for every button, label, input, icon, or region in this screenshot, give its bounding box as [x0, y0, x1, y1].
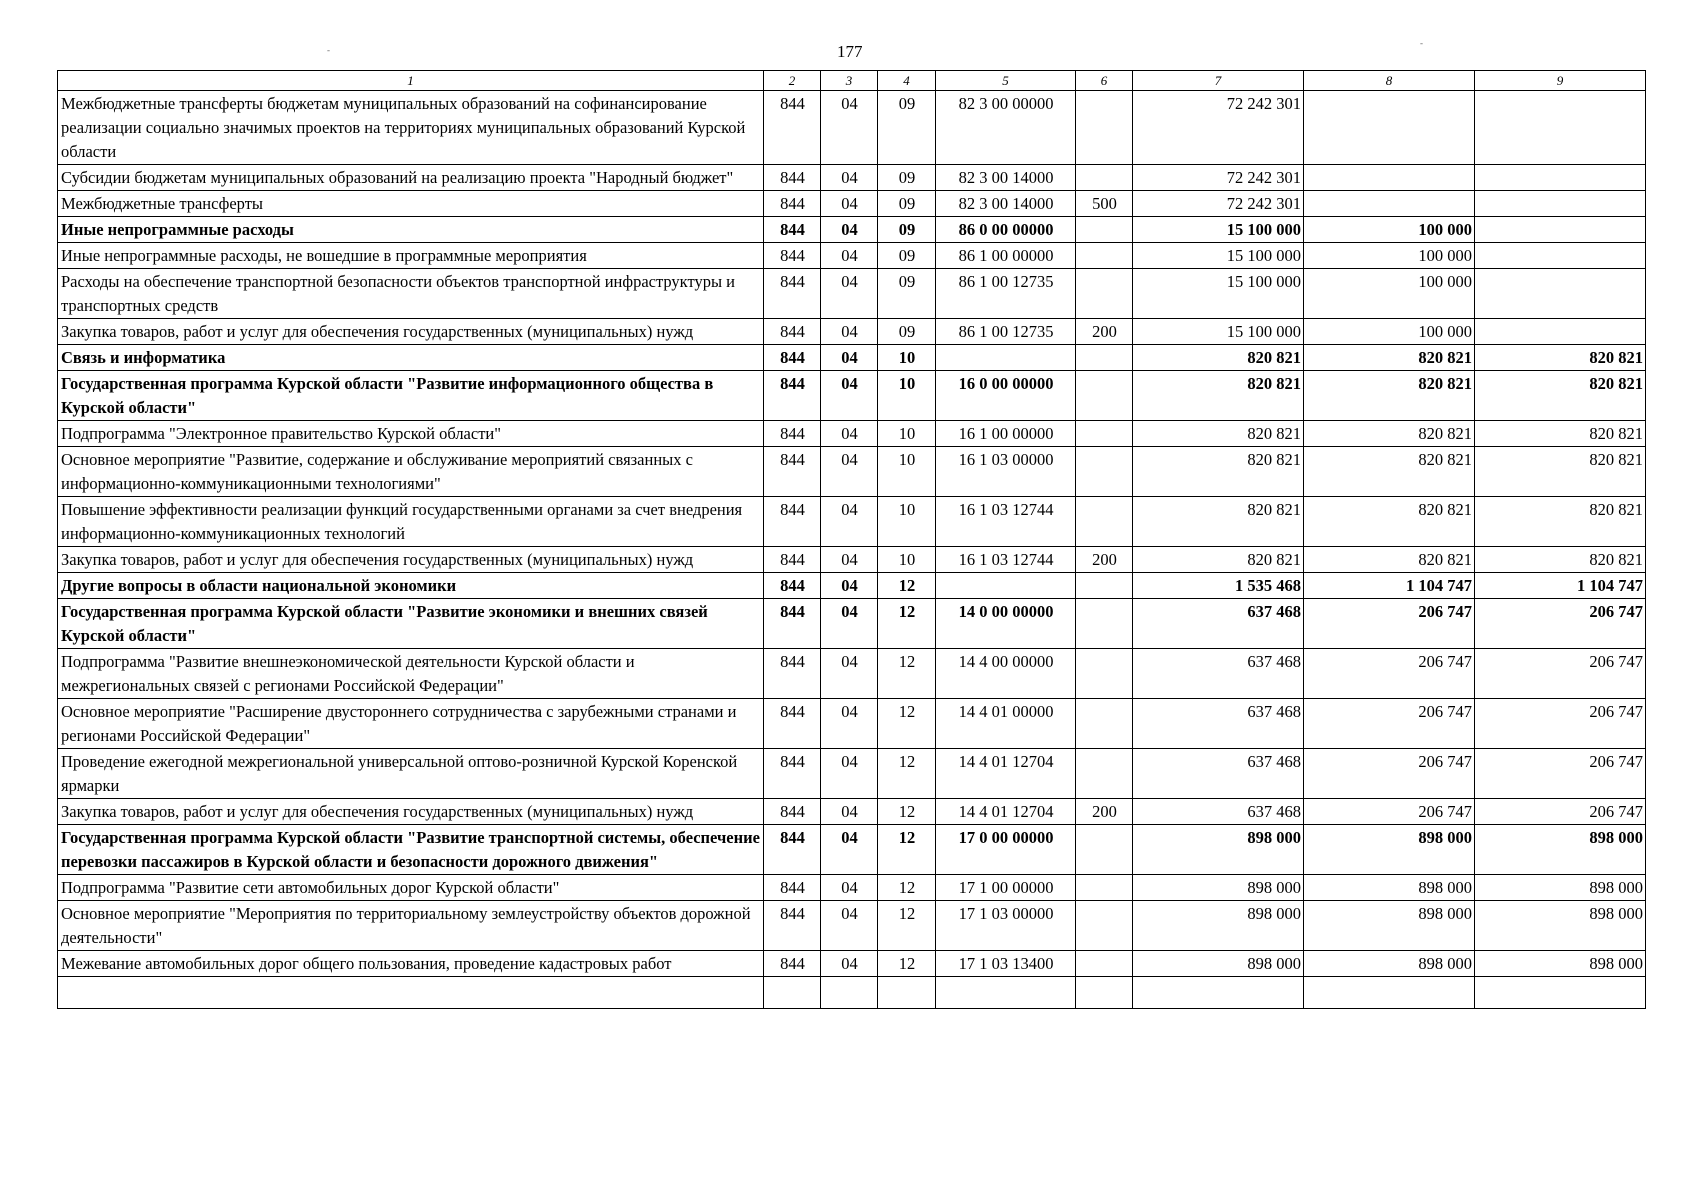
amount-col7-cell: 15 100 000: [1133, 243, 1304, 269]
empty-cell: [764, 977, 821, 1009]
row-name-cell: Государственная программа Курской области "Развитие информационного общества в Курской области": [58, 371, 764, 421]
expense-type-cell: [1076, 421, 1133, 447]
admin-code-cell: 844: [764, 165, 821, 191]
amount-col8-cell: 898 000: [1304, 901, 1475, 951]
target-article-cell: 86 1 00 12735: [936, 319, 1076, 345]
section-cell: 04: [821, 649, 878, 699]
row-name-cell: Повышение эффективности реализации функций государственными органами за счет внедрения информационно-коммуникационных технологий: [58, 497, 764, 547]
expense-type-cell: [1076, 649, 1133, 699]
amount-col9-cell: 206 747: [1475, 699, 1646, 749]
row-name-cell: Межевание автомобильных дорог общего пользования, проведение кадастровых работ: [58, 951, 764, 977]
section-cell: 04: [821, 799, 878, 825]
table-row: [58, 447, 1646, 497]
amount-col9-cell: [1475, 165, 1646, 191]
amount-col9-cell: 206 747: [1475, 799, 1646, 825]
admin-code-cell: 844: [764, 497, 821, 547]
amount-col8-cell: 100 000: [1304, 269, 1475, 319]
row-name-cell: Иные непрограммные расходы: [58, 217, 764, 243]
amount-col8-cell: 100 000: [1304, 243, 1475, 269]
empty-cell: [1475, 977, 1646, 1009]
admin-code-cell: 844: [764, 749, 821, 799]
amount-col9-cell: 898 000: [1475, 875, 1646, 901]
section-cell: 04: [821, 951, 878, 977]
subsection-cell: 12: [878, 901, 936, 951]
empty-cell: [58, 977, 764, 1009]
row-name-cell: Основное мероприятие "Расширение двустороннего сотрудничества с зарубежными странами и регионами Российской Федерации": [58, 699, 764, 749]
section-cell: 04: [821, 91, 878, 165]
row-name-cell: Основное мероприятие "Мероприятия по территориальному землеустройству объектов дорожной деятельности": [58, 901, 764, 951]
amount-col7-cell: 898 000: [1133, 901, 1304, 951]
expense-type-cell: [1076, 825, 1133, 875]
amount-col9-cell: 1 104 747: [1475, 573, 1646, 599]
amount-col8-cell: 820 821: [1304, 371, 1475, 421]
admin-code-cell: 844: [764, 699, 821, 749]
amount-col7-cell: 15 100 000: [1133, 269, 1304, 319]
empty-cell: [821, 977, 878, 1009]
amount-col7-cell: 898 000: [1133, 875, 1304, 901]
amount-col8-cell: 206 747: [1304, 599, 1475, 649]
expense-type-cell: 500: [1076, 191, 1133, 217]
subsection-cell: 12: [878, 599, 936, 649]
subsection-cell: 12: [878, 951, 936, 977]
section-cell: 04: [821, 421, 878, 447]
amount-col9-cell: 820 821: [1475, 447, 1646, 497]
amount-col8-cell: 100 000: [1304, 217, 1475, 243]
target-article-cell: 82 3 00 14000: [936, 165, 1076, 191]
scan-speck: -: [327, 45, 330, 55]
amount-col7-cell: 898 000: [1133, 951, 1304, 977]
amount-col7-cell: 15 100 000: [1133, 217, 1304, 243]
admin-code-cell: 844: [764, 243, 821, 269]
amount-col9-cell: 206 747: [1475, 649, 1646, 699]
section-cell: 04: [821, 547, 878, 573]
subsection-cell: 10: [878, 447, 936, 497]
amount-col9-cell: [1475, 191, 1646, 217]
expense-type-cell: [1076, 269, 1133, 319]
subsection-cell: 09: [878, 243, 936, 269]
amount-col8-cell: 820 821: [1304, 345, 1475, 371]
admin-code-cell: 844: [764, 799, 821, 825]
admin-code-cell: 844: [764, 649, 821, 699]
budget-table: [57, 70, 1646, 1009]
header-row: [58, 71, 1646, 91]
section-cell: 04: [821, 371, 878, 421]
expense-type-cell: 200: [1076, 547, 1133, 573]
expense-type-cell: [1076, 447, 1133, 497]
amount-col7-cell: 820 821: [1133, 421, 1304, 447]
amount-col7-cell: 898 000: [1133, 825, 1304, 875]
table-row: [58, 243, 1646, 269]
expense-type-cell: [1076, 165, 1133, 191]
amount-col7-cell: 15 100 000: [1133, 319, 1304, 345]
subsection-cell: 09: [878, 217, 936, 243]
column-header: 2: [764, 71, 821, 91]
admin-code-cell: 844: [764, 91, 821, 165]
expense-type-cell: [1076, 371, 1133, 421]
section-cell: 04: [821, 901, 878, 951]
row-name-cell: Другие вопросы в области национальной экономики: [58, 573, 764, 599]
amount-col9-cell: [1475, 319, 1646, 345]
amount-col8-cell: 206 747: [1304, 799, 1475, 825]
column-header: 8: [1304, 71, 1475, 91]
scan-speck: -: [1420, 38, 1423, 48]
table-row: [58, 421, 1646, 447]
amount-col7-cell: 637 468: [1133, 649, 1304, 699]
amount-col9-cell: 820 821: [1475, 547, 1646, 573]
table-row: [58, 825, 1646, 875]
table-row: [58, 165, 1646, 191]
target-article-cell: 16 1 00 00000: [936, 421, 1076, 447]
column-header: 3: [821, 71, 878, 91]
target-article-cell: 14 0 00 00000: [936, 599, 1076, 649]
section-cell: 04: [821, 447, 878, 497]
row-name-cell: Государственная программа Курской области "Развитие экономики и внешних связей Курской области": [58, 599, 764, 649]
row-name-cell: Расходы на обеспечение транспортной безопасности объектов транспортной инфраструктуры и транспортных средств: [58, 269, 764, 319]
amount-col9-cell: 206 747: [1475, 599, 1646, 649]
amount-col7-cell: 820 821: [1133, 345, 1304, 371]
amount-col8-cell: 820 821: [1304, 447, 1475, 497]
amount-col7-cell: 637 468: [1133, 599, 1304, 649]
empty-cell: [1076, 977, 1133, 1009]
amount-col7-cell: 1 535 468: [1133, 573, 1304, 599]
amount-col7-cell: 637 468: [1133, 699, 1304, 749]
table-row: [58, 799, 1646, 825]
row-name-cell: Закупка товаров, работ и услуг для обеспечения государственных (муниципальных) нужд: [58, 799, 764, 825]
table-row: [58, 371, 1646, 421]
subsection-cell: 10: [878, 371, 936, 421]
empty-cell: [1133, 977, 1304, 1009]
target-article-cell: 16 1 03 12744: [936, 547, 1076, 573]
target-article-cell: 82 3 00 14000: [936, 191, 1076, 217]
expense-type-cell: [1076, 497, 1133, 547]
subsection-cell: 12: [878, 799, 936, 825]
amount-col9-cell: [1475, 217, 1646, 243]
admin-code-cell: 844: [764, 825, 821, 875]
admin-code-cell: 844: [764, 547, 821, 573]
admin-code-cell: 844: [764, 901, 821, 951]
section-cell: 04: [821, 497, 878, 547]
empty-cell: [1304, 977, 1475, 1009]
table-row: [58, 345, 1646, 371]
target-article-cell: 14 4 01 00000: [936, 699, 1076, 749]
amount-col7-cell: 820 821: [1133, 497, 1304, 547]
column-header: 5: [936, 71, 1076, 91]
amount-col7-cell: 72 242 301: [1133, 165, 1304, 191]
section-cell: 04: [821, 825, 878, 875]
table-row: [58, 599, 1646, 649]
column-header: 7: [1133, 71, 1304, 91]
row-name-cell: Межбюджетные трансферты бюджетам муниципальных образований на софинансирование реализации социально значимых проектов на территориях муниципальных образований Курской области: [58, 91, 764, 165]
admin-code-cell: 844: [764, 319, 821, 345]
amount-col7-cell: 72 242 301: [1133, 91, 1304, 165]
target-article-cell: [936, 573, 1076, 599]
expense-type-cell: [1076, 699, 1133, 749]
section-cell: 04: [821, 749, 878, 799]
column-header: 6: [1076, 71, 1133, 91]
section-cell: 04: [821, 269, 878, 319]
section-cell: 04: [821, 191, 878, 217]
amount-col9-cell: 820 821: [1475, 371, 1646, 421]
expense-type-cell: 200: [1076, 319, 1133, 345]
empty-cell: [878, 977, 936, 1009]
admin-code-cell: 844: [764, 447, 821, 497]
amount-col9-cell: 820 821: [1475, 421, 1646, 447]
admin-code-cell: 844: [764, 345, 821, 371]
table-row: [58, 573, 1646, 599]
admin-code-cell: 844: [764, 371, 821, 421]
amount-col7-cell: 72 242 301: [1133, 191, 1304, 217]
target-article-cell: 14 4 01 12704: [936, 799, 1076, 825]
target-article-cell: 14 4 01 12704: [936, 749, 1076, 799]
column-header: 1: [58, 71, 764, 91]
target-article-cell: 16 1 03 00000: [936, 447, 1076, 497]
subsection-cell: 12: [878, 649, 936, 699]
admin-code-cell: 844: [764, 269, 821, 319]
table-row: [58, 217, 1646, 243]
page-number: 177: [837, 42, 863, 61]
subsection-cell: 09: [878, 91, 936, 165]
target-article-cell: [936, 345, 1076, 371]
target-article-cell: 16 0 00 00000: [936, 371, 1076, 421]
expense-type-cell: [1076, 599, 1133, 649]
table-row: [58, 497, 1646, 547]
subsection-cell: 09: [878, 165, 936, 191]
amount-col8-cell: 206 747: [1304, 749, 1475, 799]
section-cell: 04: [821, 217, 878, 243]
subsection-cell: 10: [878, 547, 936, 573]
amount-col8-cell: [1304, 191, 1475, 217]
section-cell: 04: [821, 345, 878, 371]
row-name-cell: Субсидии бюджетам муниципальных образований на реализацию проекта "Народный бюджет": [58, 165, 764, 191]
row-name-cell: Подпрограмма "Развитие внешнеэкономической деятельности Курской области и межрегиональных связей с регионами Российской Федерации": [58, 649, 764, 699]
target-article-cell: 16 1 03 12744: [936, 497, 1076, 547]
admin-code-cell: 844: [764, 875, 821, 901]
amount-col8-cell: 820 821: [1304, 497, 1475, 547]
expense-type-cell: [1076, 243, 1133, 269]
expense-type-cell: [1076, 875, 1133, 901]
subsection-cell: 10: [878, 421, 936, 447]
target-article-cell: 86 1 00 12735: [936, 269, 1076, 319]
row-name-cell: Подпрограмма "Развитие сети автомобильных дорог Курской области": [58, 875, 764, 901]
amount-col8-cell: [1304, 165, 1475, 191]
amount-col8-cell: [1304, 91, 1475, 165]
row-name-cell: Закупка товаров, работ и услуг для обеспечения государственных (муниципальных) нужд: [58, 319, 764, 345]
amount-col8-cell: 100 000: [1304, 319, 1475, 345]
subsection-cell: 09: [878, 269, 936, 319]
admin-code-cell: 844: [764, 217, 821, 243]
amount-col8-cell: 206 747: [1304, 649, 1475, 699]
admin-code-cell: 844: [764, 573, 821, 599]
subsection-cell: 10: [878, 497, 936, 547]
table-row: [58, 875, 1646, 901]
admin-code-cell: 844: [764, 599, 821, 649]
section-cell: 04: [821, 243, 878, 269]
amount-col7-cell: 637 468: [1133, 799, 1304, 825]
section-cell: 04: [821, 599, 878, 649]
amount-col8-cell: 206 747: [1304, 699, 1475, 749]
expense-type-cell: [1076, 217, 1133, 243]
target-article-cell: 17 1 00 00000: [936, 875, 1076, 901]
target-article-cell: 86 1 00 00000: [936, 243, 1076, 269]
expense-type-cell: [1076, 91, 1133, 165]
amount-col8-cell: 898 000: [1304, 825, 1475, 875]
expense-type-cell: [1076, 951, 1133, 977]
target-article-cell: 17 1 03 13400: [936, 951, 1076, 977]
table-row: [58, 901, 1646, 951]
row-name-cell: Проведение ежегодной межрегиональной универсальной оптово-розничной Курской Коренской ярмарки: [58, 749, 764, 799]
section-cell: 04: [821, 165, 878, 191]
row-name-cell: Подпрограмма "Электронное правительство Курской области": [58, 421, 764, 447]
target-article-cell: 82 3 00 00000: [936, 91, 1076, 165]
amount-col9-cell: 206 747: [1475, 749, 1646, 799]
table-row: [58, 547, 1646, 573]
amount-col9-cell: 898 000: [1475, 825, 1646, 875]
row-name-cell: Межбюджетные трансферты: [58, 191, 764, 217]
amount-col8-cell: 820 821: [1304, 421, 1475, 447]
table-row: [58, 319, 1646, 345]
empty-cell: [936, 977, 1076, 1009]
expense-type-cell: [1076, 901, 1133, 951]
expense-type-cell: [1076, 573, 1133, 599]
section-cell: 04: [821, 319, 878, 345]
subsection-cell: 12: [878, 699, 936, 749]
table-body: [58, 91, 1646, 1009]
table-row: [58, 191, 1646, 217]
row-name-cell: Иные непрограммные расходы, не вошедшие в программные мероприятия: [58, 243, 764, 269]
amount-col9-cell: 820 821: [1475, 497, 1646, 547]
amount-col9-cell: [1475, 269, 1646, 319]
amount-col8-cell: 1 104 747: [1304, 573, 1475, 599]
section-cell: 04: [821, 699, 878, 749]
target-article-cell: 14 4 00 00000: [936, 649, 1076, 699]
table-row: [58, 649, 1646, 699]
amount-col9-cell: 898 000: [1475, 901, 1646, 951]
subsection-cell: 12: [878, 749, 936, 799]
target-article-cell: 86 0 00 00000: [936, 217, 1076, 243]
row-name-cell: Закупка товаров, работ и услуг для обеспечения государственных (муниципальных) нужд: [58, 547, 764, 573]
target-article-cell: 17 0 00 00000: [936, 825, 1076, 875]
target-article-cell: 17 1 03 00000: [936, 901, 1076, 951]
subsection-cell: 10: [878, 345, 936, 371]
row-name-cell: Государственная программа Курской области "Развитие транспортной системы, обеспечение перевозки пассажиров в Курской области и безопасности дорожного движения": [58, 825, 764, 875]
row-name-cell: Связь и информатика: [58, 345, 764, 371]
amount-col7-cell: 820 821: [1133, 547, 1304, 573]
subsection-cell: 09: [878, 191, 936, 217]
amount-col7-cell: 820 821: [1133, 447, 1304, 497]
empty-row: [58, 977, 1646, 1009]
subsection-cell: 09: [878, 319, 936, 345]
amount-col8-cell: 898 000: [1304, 875, 1475, 901]
table-row: [58, 699, 1646, 749]
amount-col8-cell: 820 821: [1304, 547, 1475, 573]
row-name-cell: Основное мероприятие "Развитие, содержание и обслуживание мероприятий связанных с информационно-коммуникационными технологиями": [58, 447, 764, 497]
subsection-cell: 12: [878, 573, 936, 599]
column-header: 9: [1475, 71, 1646, 91]
expense-type-cell: [1076, 749, 1133, 799]
table-row: [58, 749, 1646, 799]
expense-type-cell: [1076, 345, 1133, 371]
amount-col9-cell: [1475, 243, 1646, 269]
amount-col9-cell: [1475, 91, 1646, 165]
table-row: [58, 91, 1646, 165]
amount-col7-cell: 820 821: [1133, 371, 1304, 421]
table-row: [58, 269, 1646, 319]
admin-code-cell: 844: [764, 421, 821, 447]
subsection-cell: 12: [878, 875, 936, 901]
expense-type-cell: 200: [1076, 799, 1133, 825]
amount-col7-cell: 637 468: [1133, 749, 1304, 799]
column-header: 4: [878, 71, 936, 91]
amount-col9-cell: 898 000: [1475, 951, 1646, 977]
admin-code-cell: 844: [764, 951, 821, 977]
subsection-cell: 12: [878, 825, 936, 875]
section-cell: 04: [821, 875, 878, 901]
admin-code-cell: 844: [764, 191, 821, 217]
table-row: [58, 951, 1646, 977]
amount-col9-cell: 820 821: [1475, 345, 1646, 371]
amount-col8-cell: 898 000: [1304, 951, 1475, 977]
section-cell: 04: [821, 573, 878, 599]
